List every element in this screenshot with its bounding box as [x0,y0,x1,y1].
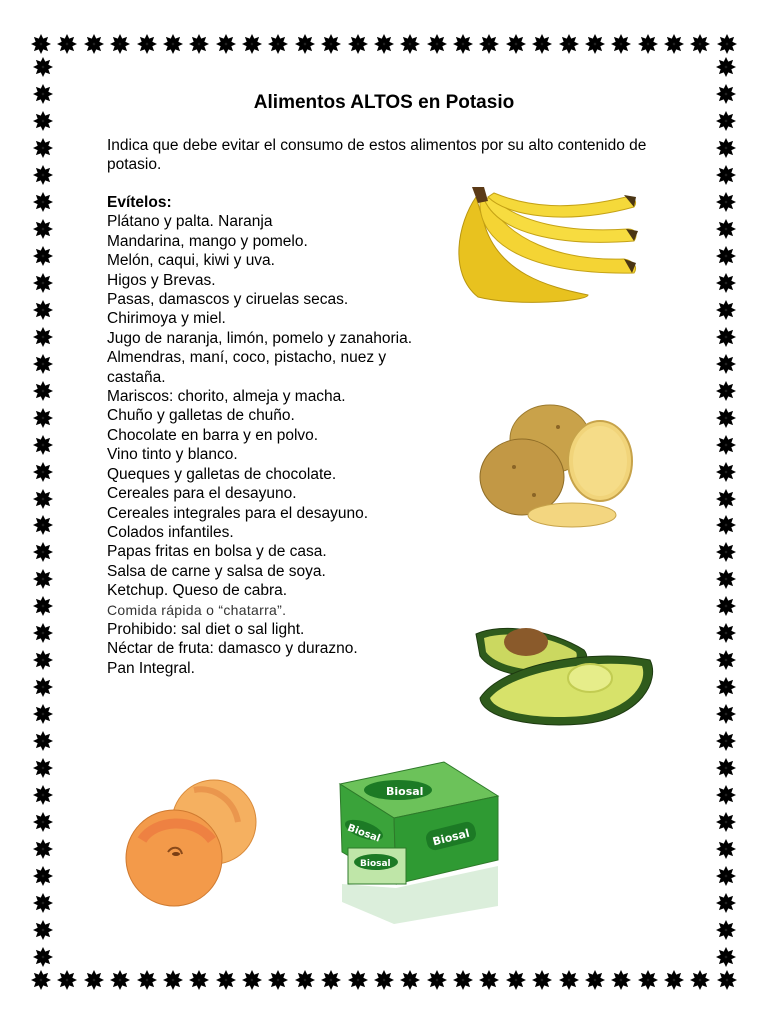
star-ornament-icon [505,969,527,991]
star-ornament-icon [637,969,659,991]
star-ornament-icon [32,488,54,510]
list-item: Pasas, damascos y ciruelas secas. [107,291,349,309]
star-ornament-icon [32,245,54,267]
star-ornament-icon [215,33,237,55]
star-ornament-icon [373,33,395,55]
star-ornament-icon [584,969,606,991]
star-ornament-icon [162,33,184,55]
star-ornament-icon [32,757,54,779]
star-ornament-icon [30,969,52,991]
star-ornament-icon [715,299,737,321]
star-ornament-icon [715,811,737,833]
star-ornament-icon [83,33,105,55]
list-item: Ketchup. Queso de cabra. [107,582,288,600]
star-ornament-icon [32,703,54,725]
star-ornament-icon [32,838,54,860]
star-ornament-icon [715,649,737,671]
star-ornament-icon [399,33,421,55]
star-ornament-icon [715,622,737,644]
list-item: Higos y Brevas. [107,271,216,289]
star-ornament-icon [32,622,54,644]
star-ornament-icon [56,33,78,55]
list-heading: Evítelos: [107,194,172,211]
star-ornament-icon [32,272,54,294]
star-ornament-icon [715,703,737,725]
star-ornament-icon [715,838,737,860]
star-ornament-icon [426,33,448,55]
list-item: Comida rápida o “chatarra”. [107,601,287,618]
star-ornament-icon [294,33,316,55]
star-ornament-icon [716,33,738,55]
border-top [30,31,738,57]
list-item: Prohibido: sal diet o sal light. [107,620,305,638]
star-ornament-icon [610,33,632,55]
star-ornament-icon [32,676,54,698]
biosal-label: Biosal [386,785,424,798]
list-item: Pan Integral. [107,659,195,677]
star-ornament-icon [715,514,737,536]
star-ornament-icon [715,865,737,887]
star-ornament-icon [689,969,711,991]
star-ornament-icon [32,892,54,914]
list-item: Vino tinto y blanco. [107,446,238,464]
biosal-label: Biosal [345,822,382,845]
star-ornament-icon [715,326,737,348]
star-ornament-icon [83,969,105,991]
star-ornament-icon [399,969,421,991]
star-ornament-icon [715,461,737,483]
star-ornament-icon [347,969,369,991]
star-ornament-icon [715,272,737,294]
star-ornament-icon [584,33,606,55]
star-ornament-icon [715,784,737,806]
biosal-package-image [334,756,502,926]
list-item: Chocolate en barra y en polvo. [107,426,319,444]
star-ornament-icon [136,969,158,991]
list-item: Plátano y palta. Naranja [107,213,273,231]
star-ornament-icon [294,969,316,991]
star-ornament-icon [452,969,474,991]
star-ornament-icon [558,33,580,55]
star-ornament-icon [715,730,737,752]
star-ornament-icon [715,595,737,617]
star-ornament-icon [241,33,263,55]
star-ornament-icon [32,461,54,483]
star-ornament-icon [32,191,54,213]
list-item: Salsa de carne y salsa de soya. [107,562,326,580]
list-item: Néctar de fruta: damasco y durazno. [107,640,358,658]
star-ornament-icon [715,434,737,456]
star-ornament-icon [478,33,500,55]
star-ornament-icon [32,434,54,456]
star-ornament-icon [30,33,52,55]
border-left [30,56,56,968]
star-ornament-icon [109,969,131,991]
star-ornament-icon [56,969,78,991]
star-ornament-icon [531,33,553,55]
star-ornament-icon [320,33,342,55]
star-ornament-icon [505,33,527,55]
star-ornament-icon [32,595,54,617]
star-ornament-icon [715,946,737,968]
biosal-label: Biosal [360,859,391,869]
star-ornament-icon [715,137,737,159]
list-item: Cereales para el desayuno. [107,485,297,503]
star-ornament-icon [32,56,54,78]
avocado-image [472,620,658,732]
star-ornament-icon [663,969,685,991]
star-ornament-icon [715,919,737,941]
star-ornament-icon [478,969,500,991]
star-ornament-icon [715,488,737,510]
star-ornament-icon [715,56,737,78]
star-ornament-icon [32,299,54,321]
list-item: Jugo de naranja, limón, pomelo y zanahoria. [107,329,413,347]
star-ornament-icon [715,568,737,590]
star-ornament-icon [373,969,395,991]
star-ornament-icon [715,218,737,240]
star-ornament-icon [637,33,659,55]
star-ornament-icon [32,568,54,590]
list-item: Melón, caqui, kiwi y uva. [107,252,275,270]
star-ornament-icon [32,730,54,752]
star-ornament-icon [215,969,237,991]
star-ornament-icon [320,969,342,991]
star-ornament-icon [267,969,289,991]
food-list [107,193,447,678]
star-ornament-icon [188,33,210,55]
list-item: Colados infantiles. [107,523,234,541]
star-ornament-icon [715,191,737,213]
star-ornament-icon [715,245,737,267]
star-ornament-icon [32,164,54,186]
star-ornament-icon [32,865,54,887]
star-ornament-icon [715,541,737,563]
star-ornament-icon [531,969,553,991]
star-ornament-icon [32,137,54,159]
star-ornament-icon [715,353,737,375]
star-ornament-icon [32,649,54,671]
star-ornament-icon [715,380,737,402]
list-item: Queques y galletas de chocolate. [107,465,337,483]
list-item: Cereales integrales para el desayuno. [107,504,369,522]
star-ornament-icon [32,811,54,833]
star-ornament-icon [267,33,289,55]
star-ornament-icon [109,33,131,55]
star-ornament-icon [663,33,685,55]
border-right [713,56,739,968]
potato-image [474,397,642,529]
intro-paragraph: Indica que debe evitar el consumo de estos alimentos por su alto contenido de potasio. [107,137,647,174]
star-ornament-icon [715,676,737,698]
star-ornament-icon [136,33,158,55]
list-item: Papas fritas en bolsa y de casa. [107,543,327,561]
list-item: Almendras, maní, coco, pistacho, nuez y castaña. [107,349,387,386]
peach-image [124,770,260,914]
star-ornament-icon [32,407,54,429]
star-ornament-icon [558,969,580,991]
star-ornament-icon [32,946,54,968]
star-ornament-icon [32,514,54,536]
star-ornament-icon [715,407,737,429]
star-ornament-icon [32,218,54,240]
list-item: Mandarina, mango y pomelo. [107,232,308,250]
star-ornament-icon [32,326,54,348]
list-item: Chuño y galletas de chuño. [107,407,295,425]
biosal-label: Biosal [431,826,471,849]
list-item: Chirimoya y miel. [107,310,226,328]
star-ornament-icon [32,380,54,402]
star-ornament-icon [241,969,263,991]
star-ornament-icon [162,969,184,991]
star-ornament-icon [32,353,54,375]
star-ornament-icon [716,969,738,991]
star-ornament-icon [32,919,54,941]
star-ornament-icon [188,969,210,991]
star-ornament-icon [426,969,448,991]
list-item: Mariscos: chorito, almeja y macha. [107,388,346,406]
star-ornament-icon [32,784,54,806]
banana-image [438,183,644,307]
star-ornament-icon [32,541,54,563]
page-title: Alimentos ALTOS en Potasio [253,92,515,113]
border-bottom [30,967,738,993]
star-ornament-icon [715,164,737,186]
star-ornament-icon [689,33,711,55]
star-ornament-icon [610,969,632,991]
star-ornament-icon [347,33,369,55]
star-ornament-icon [452,33,474,55]
star-ornament-icon [715,892,737,914]
star-ornament-icon [715,757,737,779]
